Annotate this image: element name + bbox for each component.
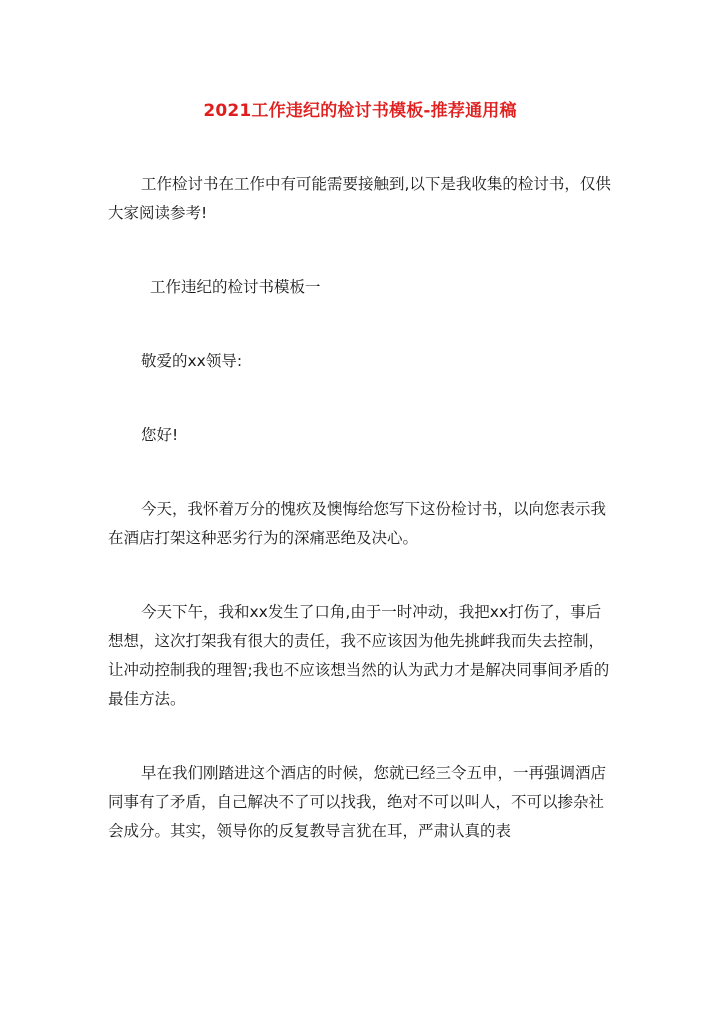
salutation: 敬爱的xx领导: — [141, 352, 243, 370]
body-paragraph-3: 早在我们刚踏进这个酒店的时候，您就已经三令五申，一再强调酒店同事有了矛盾，自己解决不了可以找我，绝对不可以叫人，不可以掺杂社会成分。其实，领导你的反复教导言犹在耳，严肃认真的表 — [108, 764, 607, 840]
document-body — [108, 170, 616, 891]
section-heading: 工作违纪的检讨书模板一 — [150, 278, 321, 296]
intro-paragraph: 工作检讨书在工作中有可能需要接触到,以下是我收集的检讨书，仅供大家阅读参考! — [108, 175, 611, 222]
body-paragraph-2: 今天下午，我和xx发生了口角,由于一时冲动，我把xx打伤了，事后想想，这次打架我有很大的责任，我不应该因为他先挑衅我而失去控制，让冲动控制我的理智;我也不应该想当然的认为武力才是解决同事间矛盾的最佳方法。 — [108, 603, 610, 708]
body-paragraph-1: 今天，我怀着万分的愧疚及懊悔给您写下这份检讨书，以向您表示我在酒店打架这种恶劣行为的深痛恶绝及决心。 — [108, 500, 607, 547]
greeting: 您好! — [141, 426, 179, 444]
document-title: 2021工作违纪的检讨书模板-推荐通用稿 — [203, 101, 517, 121]
